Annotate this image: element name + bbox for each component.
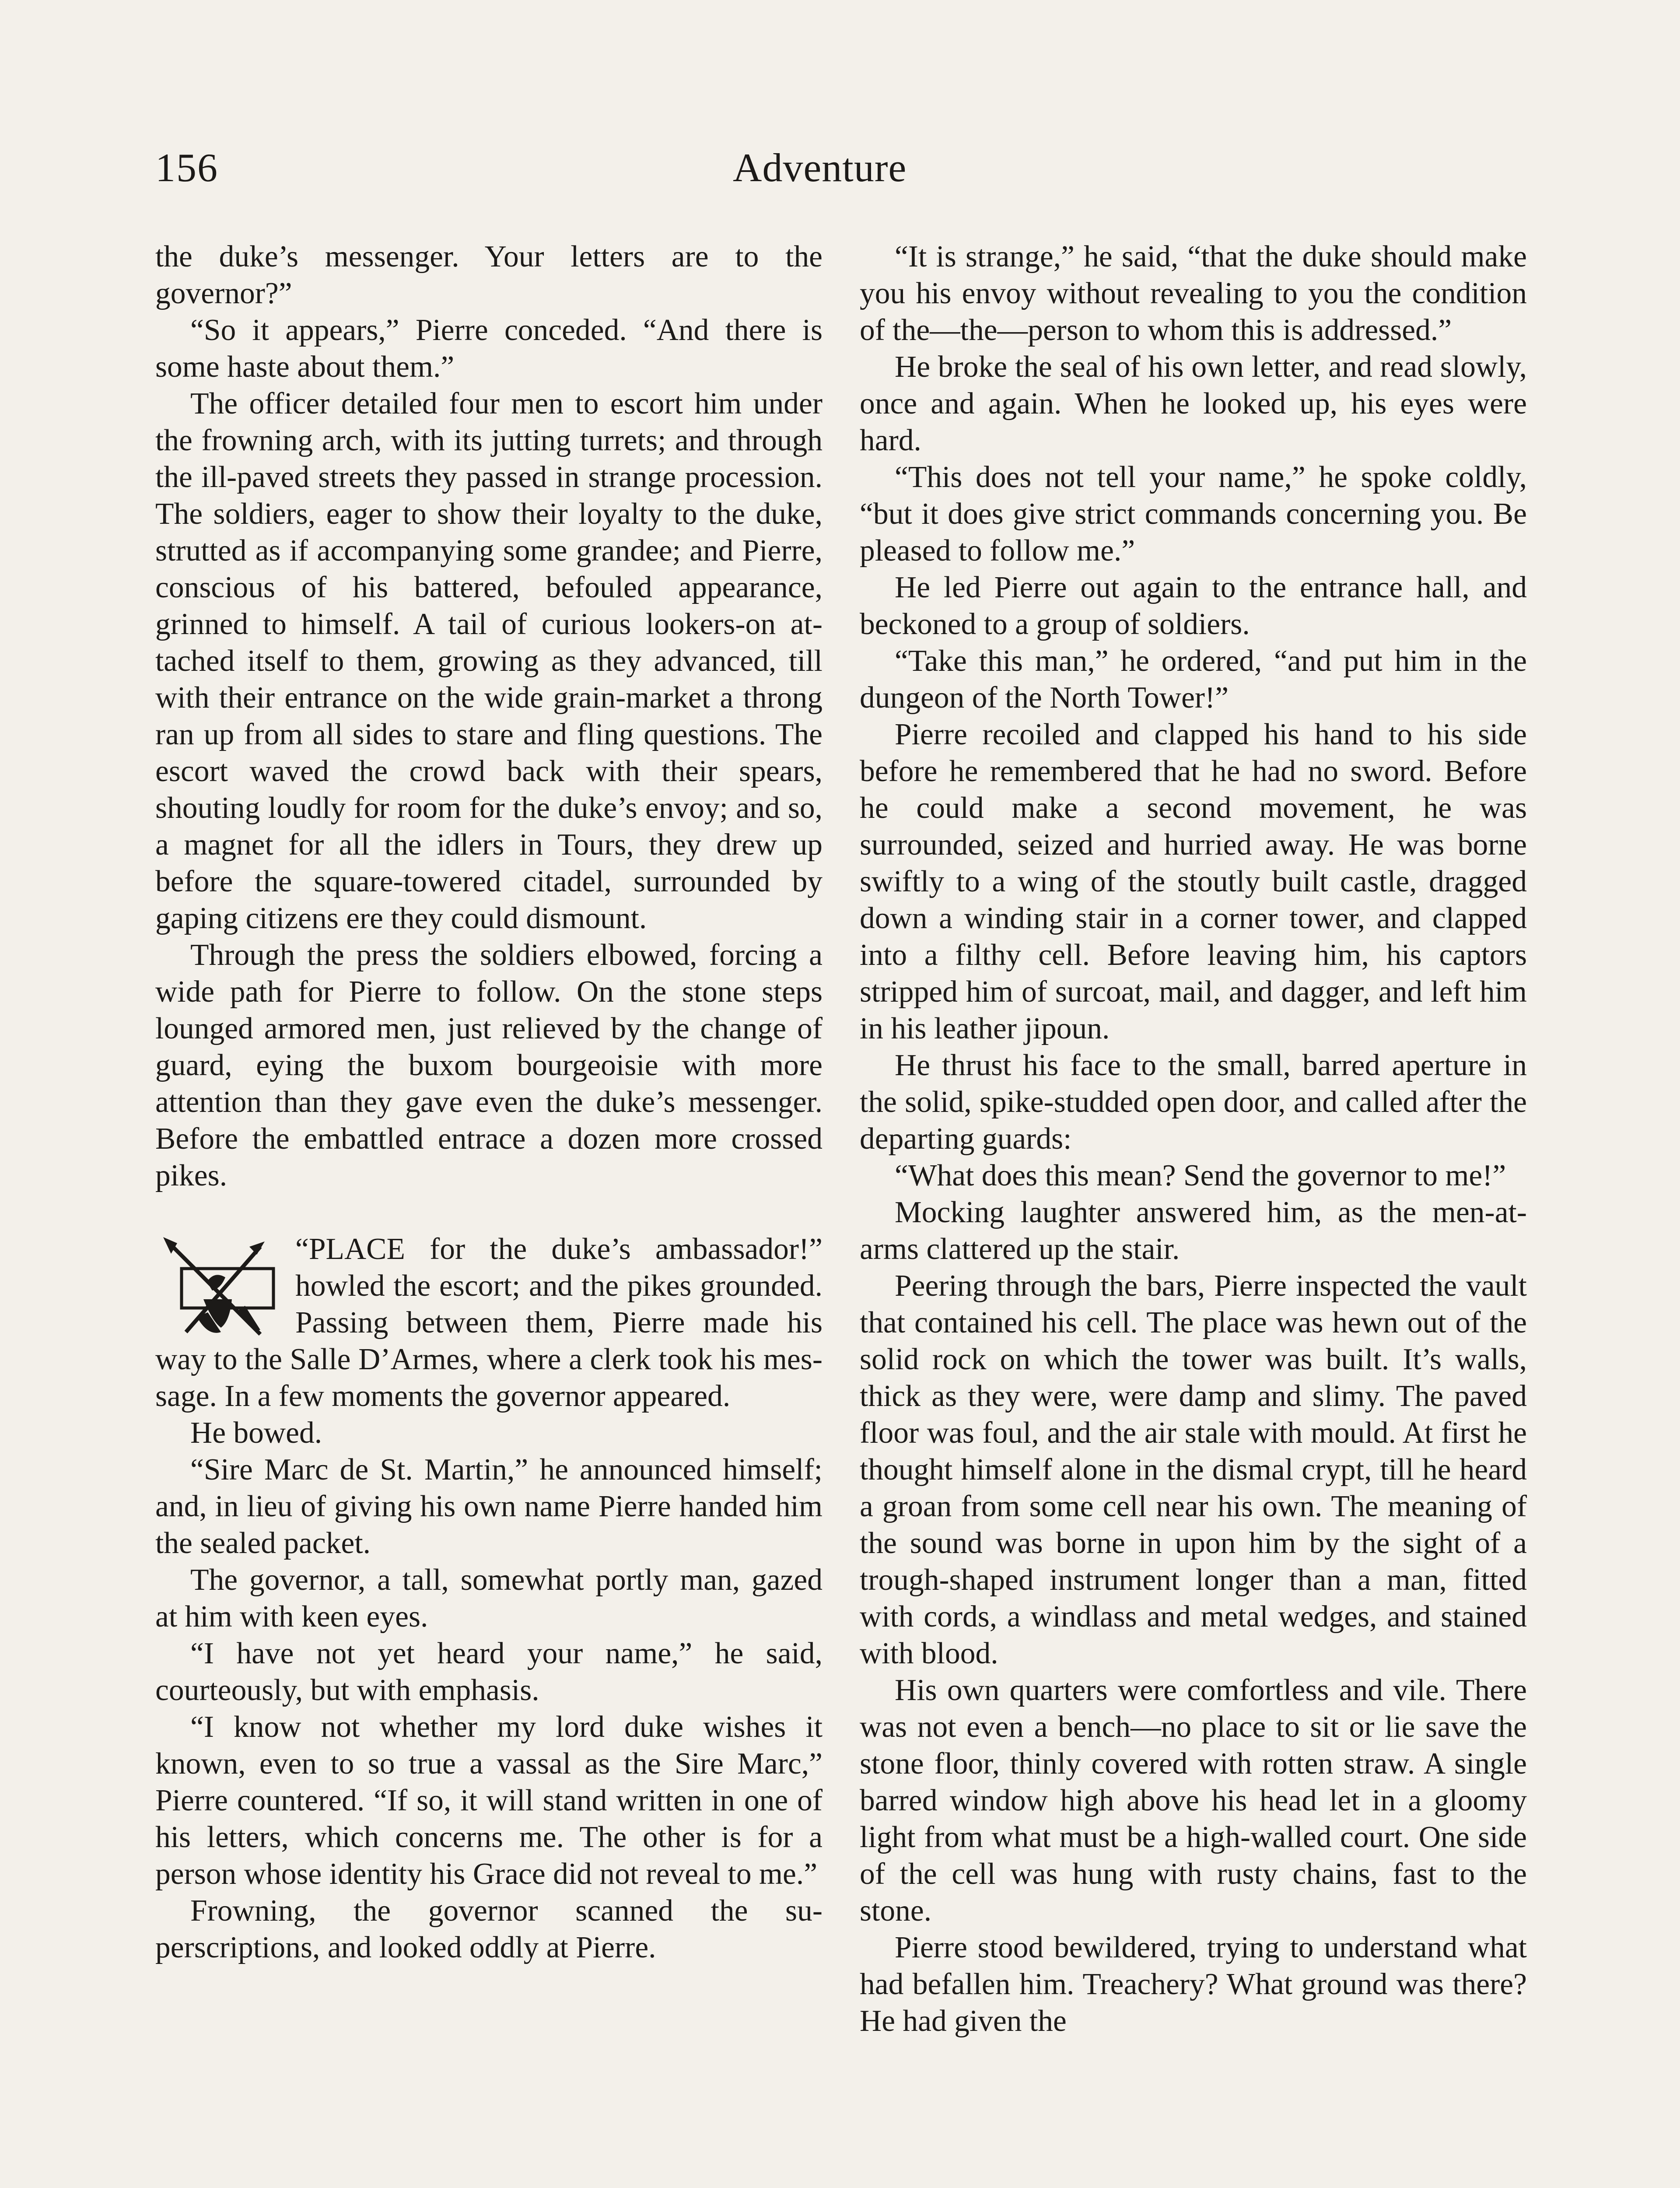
running-title: Adventure: [733, 145, 907, 190]
paragraph: He thrust his face to the small, barred aperture in the solid, spike-studded open door, and called after the departing guards:: [860, 1048, 1527, 1156]
paragraph: “What does this mean? Send the governor to me!”: [895, 1159, 1506, 1192]
paragraph: He bowed.: [190, 1416, 322, 1450]
paragraph: Pierre stood bewildered, trying to understand what had befallen him. Treachery? What ground was there? He had given the: [860, 1931, 1527, 2038]
pike-ornament-icon: [155, 1234, 282, 1339]
paragraph: Peering through the bars, Pierre inspected the vault that contained his cell. The place was hewn out of the solid rock on which the tower was built. It’s walls, thick as they were, were damp and slimy. The paved floor was foul, and the air stale with mould. At first he thought himself alone in the dismal crypt, till he heard a groan from some cell near his own. The meaning of the sound was borne in upon him by the sight of a trough-shaped instrument longer than a man, fitted with cords, a windlass and metal wedges, and stained with blood.: [860, 1269, 1527, 1670]
paragraph: “I have not yet heard your name,” he said, courteously, but with emphasis.: [155, 1637, 822, 1707]
paragraph: He broke the seal of his own letter, and read slowly, once and again. When he looked up, his eyes were hard.: [860, 350, 1527, 457]
paragraph: Frowning, the governor scanned the superscriptions, and looked oddly at Pierre.: [155, 1894, 822, 1964]
paragraph: the duke’s messenger. Your letters are to the governor?”: [155, 240, 822, 310]
section-break: [155, 1194, 822, 1231]
page-number: 156: [155, 145, 218, 190]
paragraph: “It is strange,” he said, “that the duke should make you his envoy without revealing to you the condition of the—the—person to whom this is addressed.”: [860, 240, 1527, 347]
right-column: [860, 238, 1527, 2040]
paragraph: The governor, a tall, somewhat portly man, gazed at him with keen eyes.: [155, 1563, 822, 1634]
page-header: [155, 144, 1544, 197]
initial-paragraph-block: [155, 1231, 822, 1415]
paragraph: “This does not tell your name,” he spoke coldly, “but it does give strict commands concerning you. Be pleased to follow me.”: [860, 460, 1527, 568]
paragraph: “Take this man,” he ordered, “and put him in the dungeon of the North Tower!”: [860, 644, 1527, 715]
left-column: [155, 238, 822, 1966]
paragraph: “Sire Marc de St. Martin,” he announced himself; and, in lieu of giving his own name Pierre handed him the sealed packet.: [155, 1453, 822, 1560]
paragraph: His own quarters were comfortless and vile. There was not even a bench—no place to sit or lie save the stone floor, thinly covered with rotten straw. A single barred window high above his head let in a gloomy light from what must be a high-walled court. One side of the cell was hung with rusty chains, fast to the stone.: [860, 1673, 1527, 1928]
paragraph: The officer detailed four men to escort him under the frowning arch, with its jutting turrets; and through the ill-paved streets they passed in strange procession. The soldiers, eager to show their loyalty to the duke, strutted as if accompanying some grandee; and Pierre, conscious of his battered, befouled appearance, grinned to himself. A tail of curious lookers-on attached itself to them, growing as they advanced, till with their entrance on the wide grain-market a throng ran up from all sides to stare and fling questions. The escort waved the crowd back with their spears, shouting loudly for room for the duke’s envoy; and so, a magnet for all the idlers in Tours, they drew up before the square-towered citadel, surrounded by gaping citizens ere they could dismount.: [155, 387, 822, 935]
paragraph: Through the press the soldiers elbowed, forcing a wide path for Pierre to follow. On the stone steps lounged armored men, just relieved by the change of guard, eying the buxom bourgeoisie with more attention than they gave even the duke’s messenger. Before the embattled entrace a dozen more crossed pikes.: [155, 938, 822, 1192]
paragraph: Pierre recoiled and clapped his hand to his side before he remembered that he had no sword. Before he could make a second movement, he was surrounded, seized and hurried away. He was borne swiftly to a wing of the stoutly built castle, dragged down a winding stair in a corner tower, and clapped into a filthy cell. Before leaving him, his captors stripped him of surcoat, mail, and dagger, and left him in his leather jipoun.: [860, 718, 1527, 1045]
paragraph: “I know not whether my lord duke wishes it known, even to so true a vassal as the Sire Marc,” Pierre countered. “If so, it will stand written in one of his letters, which concerns me. The other is for a person whose identity his Grace did not reveal to me.”: [155, 1710, 822, 1891]
paragraph: Mocking laughter answered him, as the men-at-arms clattered up the stair.: [860, 1196, 1527, 1266]
paragraph: “So it appears,” Pierre conceded. “And there is some haste about them.”: [155, 313, 822, 384]
paragraph: He led Pierre out again to the entrance hall, and beckoned to a group of soldiers.: [860, 571, 1527, 641]
initial-paragraph: “PLACE for the duke’s ambassador!” howled the escort; and the pikes grounded. Passing between them, Pierre made his way to the Salle D’Armes, where a clerk took his message. In a few moments the governor appeared.: [155, 1232, 822, 1413]
